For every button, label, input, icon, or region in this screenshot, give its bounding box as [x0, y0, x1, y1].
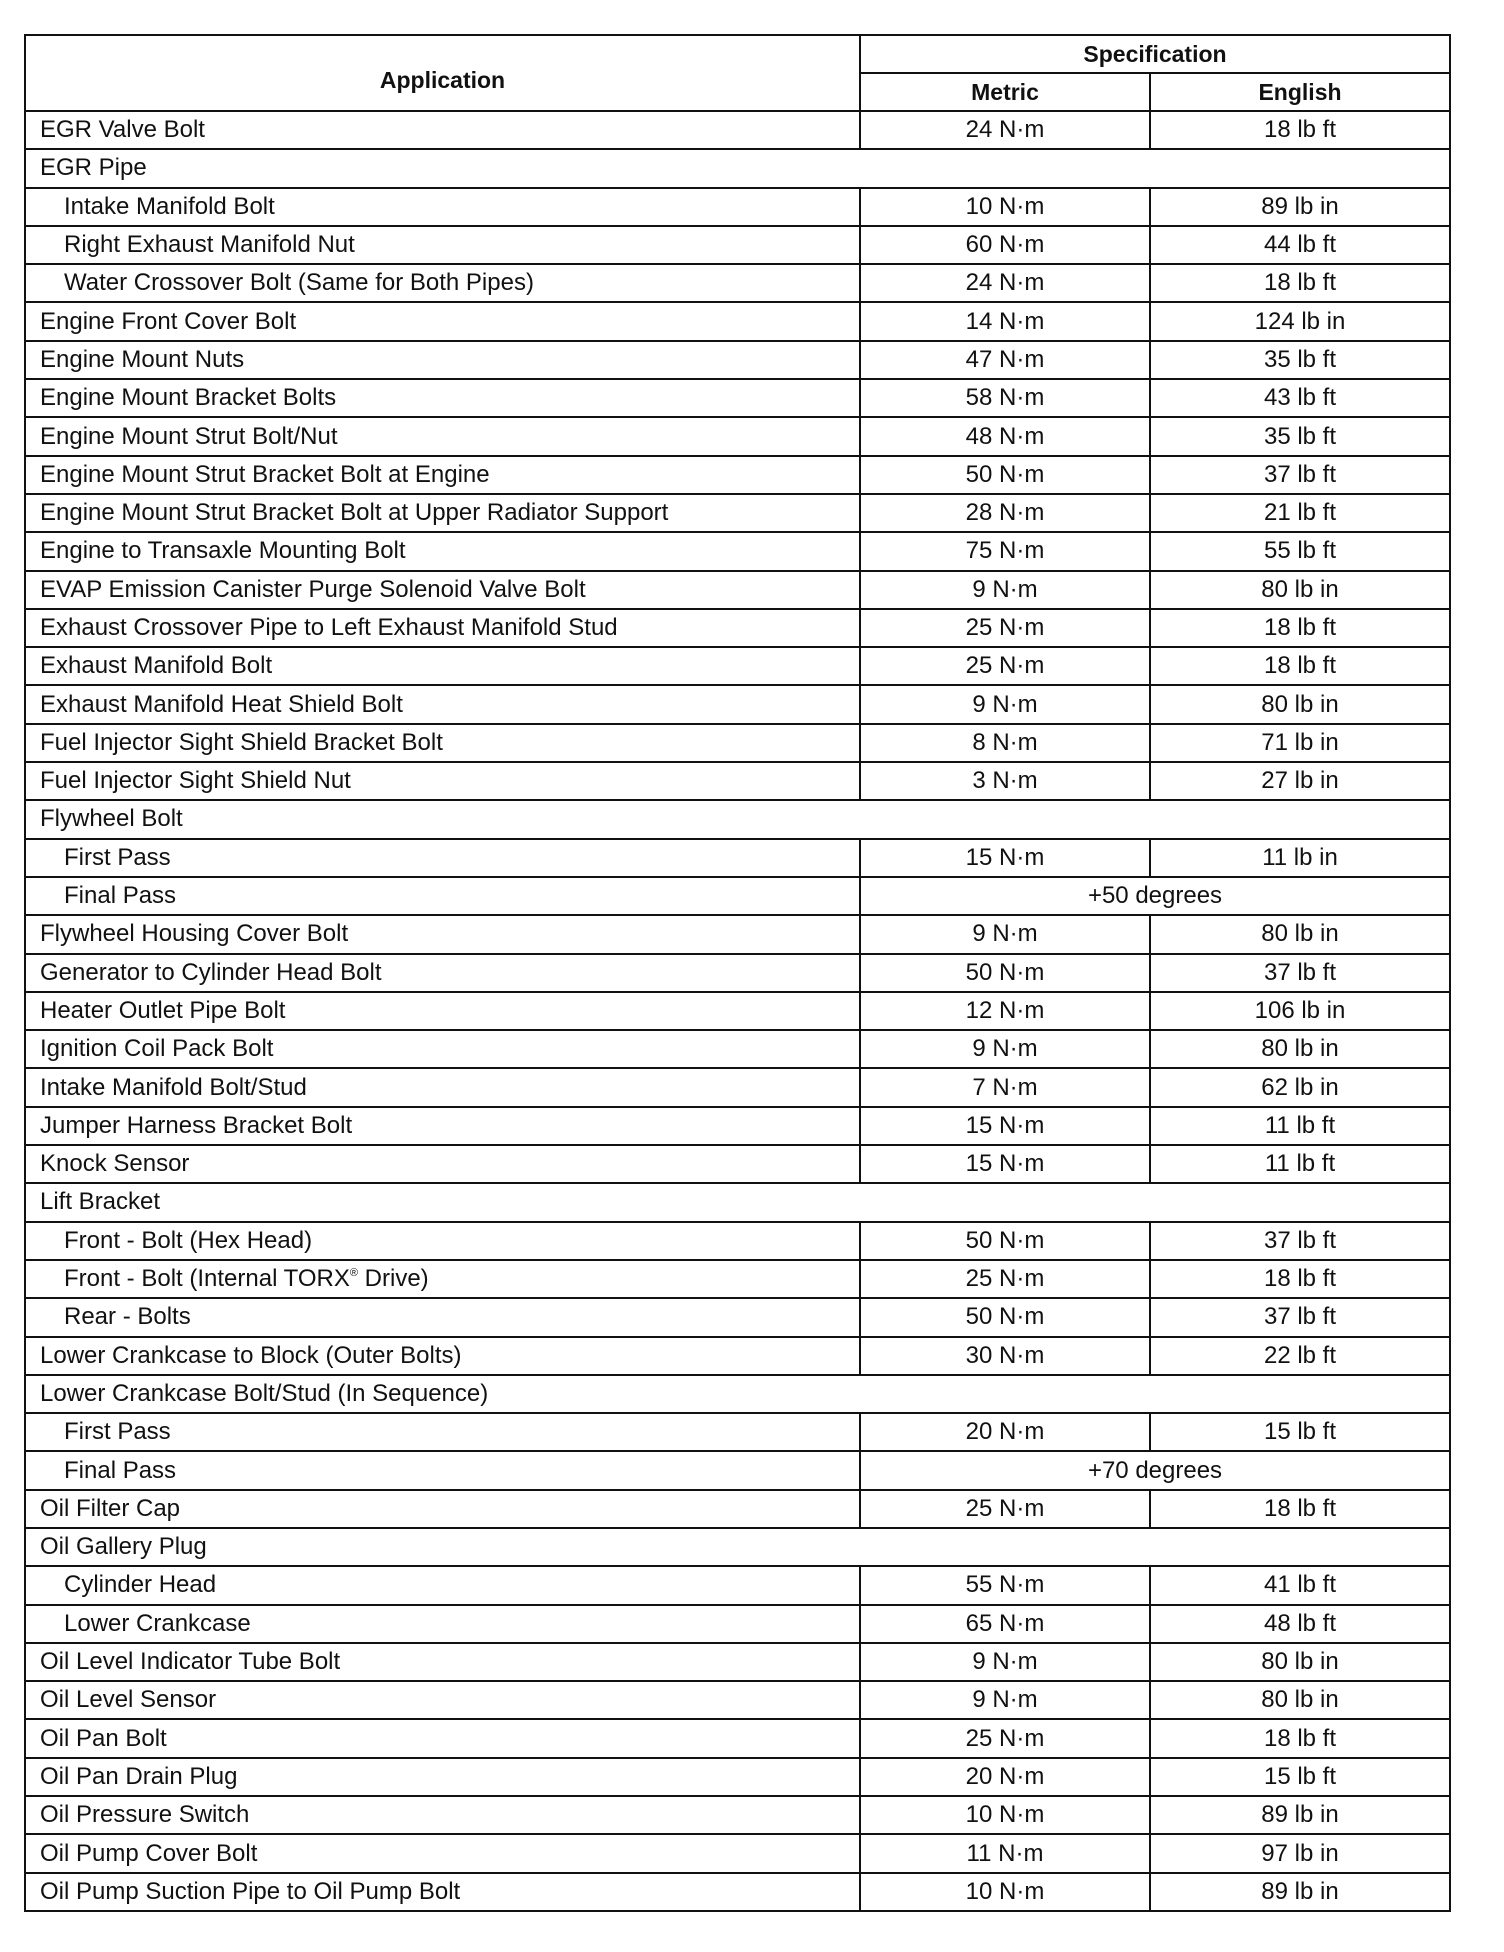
table-row: [25, 992, 1450, 1030]
application-text: Lift Bracket: [40, 1188, 161, 1216]
english-cell: 124 lb in: [1150, 302, 1450, 340]
application-text: Final Pass: [64, 1456, 177, 1484]
table-row: [25, 532, 1450, 570]
application-text: Exhaust Manifold Heat Shield Bolt: [40, 690, 403, 718]
application-cell: [25, 762, 860, 800]
registered-mark: ®: [349, 1267, 358, 1280]
metric-cell: 9 N·m: [860, 1030, 1150, 1068]
metric-cell: 30 N·m: [860, 1337, 1150, 1375]
metric-cell: 55 N·m: [860, 1566, 1150, 1604]
application-cell: [25, 1873, 860, 1911]
application-cell: [25, 1451, 860, 1489]
application-cell: [25, 839, 860, 877]
application-text: Oil Pan Drain Plug: [40, 1762, 238, 1790]
metric-cell: 11 N·m: [860, 1834, 1150, 1872]
english-cell: 89 lb in: [1150, 1873, 1450, 1911]
application-text: Ignition Coil Pack Bolt: [40, 1035, 274, 1063]
metric-cell: 9 N·m: [860, 1643, 1150, 1681]
application-cell: [25, 915, 860, 953]
application-cell: [25, 111, 860, 149]
application-text: Final Pass: [64, 882, 177, 910]
application-cell: [25, 1643, 860, 1681]
english-cell: 37 lb ft: [1150, 1222, 1450, 1260]
application-text: Generator to Cylinder Head Bolt: [40, 958, 382, 986]
application-cell: [25, 1337, 860, 1375]
application-cell: [25, 379, 860, 417]
application-text: Engine Mount Strut Bracket Bolt at Upper Radiator Support: [40, 499, 669, 527]
angle-spec-cell: +50 degrees: [860, 877, 1450, 915]
application-cell: [25, 1068, 860, 1106]
metric-cell: 10 N·m: [860, 188, 1150, 226]
application-cell: [25, 954, 860, 992]
table-row: [25, 341, 1450, 379]
english-cell: 80 lb in: [1150, 571, 1450, 609]
metric-cell: 9 N·m: [860, 571, 1150, 609]
application-text: Right Exhaust Manifold Nut: [64, 231, 355, 259]
application-text: EVAP Emission Canister Purge Solenoid Valve Bolt: [40, 575, 586, 603]
application-cell: [25, 226, 860, 264]
table-row: [25, 456, 1450, 494]
application-text: Oil Pump Cover Bolt: [40, 1839, 258, 1867]
english-cell: 37 lb ft: [1150, 954, 1450, 992]
application-text: Lower Crankcase Bolt/Stud (In Sequence): [40, 1379, 489, 1407]
angle-spec-cell: +70 degrees: [860, 1451, 1450, 1489]
english-cell: 27 lb in: [1150, 762, 1450, 800]
application-text: Flywheel Housing Cover Bolt: [40, 920, 349, 948]
metric-cell: 7 N·m: [860, 1068, 1150, 1106]
english-cell: 18 lb ft: [1150, 1260, 1450, 1298]
english-header: English: [1150, 73, 1450, 111]
metric-cell: 20 N·m: [860, 1413, 1150, 1451]
application-cell: [25, 1375, 1450, 1413]
english-cell: 80 lb in: [1150, 1643, 1450, 1681]
english-cell: 18 lb ft: [1150, 647, 1450, 685]
table-row: [25, 1796, 1450, 1834]
application-cell: [25, 800, 1450, 838]
application-cell: [25, 685, 860, 723]
application-text: Fuel Injector Sight Shield Nut: [40, 767, 351, 795]
table-row: [25, 494, 1450, 532]
metric-cell: 47 N·m: [860, 341, 1150, 379]
metric-header: Metric: [860, 73, 1150, 111]
application-text: First Pass: [64, 1418, 171, 1446]
metric-cell: 10 N·m: [860, 1873, 1150, 1911]
table-row: [25, 1490, 1450, 1528]
english-cell: 106 lb in: [1150, 992, 1450, 1030]
metric-cell: 24 N·m: [860, 111, 1150, 149]
english-cell: 55 lb ft: [1150, 532, 1450, 570]
metric-cell: 25 N·m: [860, 1719, 1150, 1757]
metric-cell: 25 N·m: [860, 647, 1150, 685]
application-text: Engine Front Cover Bolt: [40, 307, 297, 335]
english-cell: 62 lb in: [1150, 1068, 1450, 1106]
application-text: Front - Bolt (Internal TORX: [64, 1265, 350, 1293]
metric-cell: 50 N·m: [860, 954, 1150, 992]
application-cell: [25, 992, 860, 1030]
application-cell: [25, 1298, 860, 1336]
application-cell: [25, 149, 1450, 187]
table-row: [25, 1873, 1450, 1911]
metric-cell: 25 N·m: [860, 609, 1150, 647]
table-row: [25, 111, 1450, 149]
metric-cell: 24 N·m: [860, 264, 1150, 302]
application-text: First Pass: [64, 843, 171, 871]
metric-cell: 14 N·m: [860, 302, 1150, 340]
metric-cell: 20 N·m: [860, 1758, 1150, 1796]
table-row: [25, 1681, 1450, 1719]
english-cell: 18 lb ft: [1150, 1490, 1450, 1528]
table-row: [25, 839, 1450, 877]
english-cell: 97 lb in: [1150, 1834, 1450, 1872]
application-cell: [25, 456, 860, 494]
metric-cell: 75 N·m: [860, 532, 1150, 570]
english-cell: 11 lb ft: [1150, 1145, 1450, 1183]
english-cell: 18 lb ft: [1150, 609, 1450, 647]
application-text: Oil Pressure Switch: [40, 1801, 250, 1829]
application-cell: [25, 647, 860, 685]
application-cell: [25, 1030, 860, 1068]
application-text: Fuel Injector Sight Shield Bracket Bolt: [40, 728, 443, 756]
english-cell: 35 lb ft: [1150, 417, 1450, 455]
table-body: [25, 111, 1450, 1911]
table-row: [25, 1451, 1450, 1489]
table-row: [25, 1413, 1450, 1451]
table-row: [25, 915, 1450, 953]
english-cell: 11 lb in: [1150, 839, 1450, 877]
application-text: Exhaust Crossover Pipe to Left Exhaust Manifold Stud: [40, 614, 618, 641]
metric-cell: 48 N·m: [860, 417, 1150, 455]
application-text: Front - Bolt (Hex Head): [64, 1226, 313, 1254]
torque-specification-table: [24, 34, 1451, 1912]
application-cell: [25, 1719, 860, 1757]
english-cell: 89 lb in: [1150, 1796, 1450, 1834]
english-cell: 15 lb ft: [1150, 1413, 1450, 1451]
application-cell: [25, 1145, 860, 1183]
application-text: Engine Mount Nuts: [40, 345, 245, 373]
table-row: [25, 1528, 1450, 1566]
application-cell: [25, 1107, 860, 1145]
table-row: [25, 1758, 1450, 1796]
metric-cell: 15 N·m: [860, 1145, 1150, 1183]
metric-cell: 28 N·m: [860, 494, 1150, 532]
table-row: [25, 1145, 1450, 1183]
application-cell: [25, 1413, 860, 1451]
application-text: Oil Filter Cap: [40, 1494, 181, 1522]
application-text: Engine Mount Strut Bracket Bolt at Engine: [40, 460, 490, 488]
application-text: Oil Pan Bolt: [40, 1724, 167, 1752]
table-row: [25, 1834, 1450, 1872]
application-text: Cylinder Head: [64, 1571, 217, 1599]
table-row: [25, 877, 1450, 915]
application-cell: [25, 877, 860, 915]
application-text: Water Crossover Bolt (Same for Both Pipes): [64, 269, 534, 297]
english-cell: 35 lb ft: [1150, 341, 1450, 379]
application-text: Lower Crankcase to Block (Outer Bolts): [40, 1341, 462, 1369]
application-text: Lower Crankcase: [64, 1609, 251, 1637]
application-text: Engine Mount Strut Bolt/Nut: [40, 422, 338, 450]
english-cell: 37 lb ft: [1150, 1298, 1450, 1336]
metric-cell: 15 N·m: [860, 1107, 1150, 1145]
table-row: [25, 1068, 1450, 1106]
table-row: [25, 647, 1450, 685]
application-cell: [25, 264, 860, 302]
metric-cell: 9 N·m: [860, 1681, 1150, 1719]
english-cell: 41 lb ft: [1150, 1566, 1450, 1604]
application-text: Oil Gallery Plug: [40, 1533, 207, 1561]
table-row: [25, 1030, 1450, 1068]
table-row: [25, 1222, 1450, 1260]
table-row: [25, 1337, 1450, 1375]
english-cell: 89 lb in: [1150, 188, 1450, 226]
application-cell: [25, 188, 860, 226]
application-cell: [25, 417, 860, 455]
english-cell: 11 lb ft: [1150, 1107, 1450, 1145]
table-row: [25, 417, 1450, 455]
application-text: Oil Level Sensor: [40, 1686, 217, 1714]
application-cell: [25, 302, 860, 340]
metric-cell: 60 N·m: [860, 226, 1150, 264]
application-cell: [25, 1834, 860, 1872]
application-text: Rear - Bolts: [64, 1303, 191, 1331]
metric-cell: 58 N·m: [860, 379, 1150, 417]
application-cell: [25, 341, 860, 379]
application-cell: [25, 1605, 860, 1643]
application-cell: [25, 1183, 1450, 1221]
table-row: [25, 1605, 1450, 1643]
table-row: [25, 1375, 1450, 1413]
table-row: [25, 1643, 1450, 1681]
english-cell: 48 lb ft: [1150, 1605, 1450, 1643]
table-row: [25, 1107, 1450, 1145]
english-cell: 37 lb ft: [1150, 456, 1450, 494]
application-cell: [25, 1796, 860, 1834]
table-row: [25, 1566, 1450, 1604]
metric-cell: 50 N·m: [860, 1222, 1150, 1260]
application-cell: [25, 1490, 860, 1528]
english-cell: 15 lb ft: [1150, 1758, 1450, 1796]
application-cell: [25, 1528, 1450, 1566]
metric-cell: 9 N·m: [860, 685, 1150, 723]
english-cell: 80 lb in: [1150, 1030, 1450, 1068]
application-text: Oil Pump Suction Pipe to Oil Pump Bolt: [40, 1877, 461, 1905]
metric-cell: 10 N·m: [860, 1796, 1150, 1834]
table-row: [25, 302, 1450, 340]
application-header: Application: [25, 35, 860, 111]
table-row: [25, 1298, 1450, 1336]
application-cell: [25, 1758, 860, 1796]
table-row: [25, 264, 1450, 302]
application-text: Exhaust Manifold Bolt: [40, 652, 273, 680]
application-cell: [25, 1566, 860, 1604]
english-cell: 71 lb in: [1150, 724, 1450, 762]
metric-cell: 50 N·m: [860, 456, 1150, 494]
table-row: [25, 1183, 1450, 1221]
metric-cell: 15 N·m: [860, 839, 1150, 877]
metric-cell: 50 N·m: [860, 1298, 1150, 1336]
application-text: EGR Pipe: [40, 154, 147, 182]
application-cell: [25, 532, 860, 570]
table-row: [25, 188, 1450, 226]
application-cell: [25, 724, 860, 762]
application-text: Oil Level Indicator Tube Bolt: [40, 1648, 341, 1676]
table-header: [25, 35, 1450, 111]
application-cell: [25, 494, 860, 532]
application-text: Heater Outlet Pipe Bolt: [40, 996, 286, 1024]
metric-cell: 65 N·m: [860, 1605, 1150, 1643]
table-row: [25, 226, 1450, 264]
application-text: Engine Mount Bracket Bolts: [40, 384, 337, 412]
application-cell: [25, 1260, 860, 1298]
metric-cell: 25 N·m: [860, 1490, 1150, 1528]
table-row: [25, 800, 1450, 838]
metric-cell: 3 N·m: [860, 762, 1150, 800]
table-row: [25, 1719, 1450, 1757]
metric-cell: 25 N·m: [860, 1260, 1150, 1298]
table-row: [25, 762, 1450, 800]
application-text: Intake Manifold Bolt/Stud: [40, 1073, 307, 1101]
application-cell: [25, 1222, 860, 1260]
table-row: [25, 954, 1450, 992]
application-text: Intake Manifold Bolt: [64, 192, 275, 220]
table-row: [25, 685, 1450, 723]
table-row: [25, 149, 1450, 187]
application-cell: [25, 571, 860, 609]
application-text: Knock Sensor: [40, 1150, 190, 1178]
english-cell: 18 lb ft: [1150, 264, 1450, 302]
table-row: [25, 571, 1450, 609]
table-row: [25, 609, 1450, 647]
english-cell: 21 lb ft: [1150, 494, 1450, 532]
english-cell: 22 lb ft: [1150, 1337, 1450, 1375]
table-row: [25, 379, 1450, 417]
english-cell: 80 lb in: [1150, 685, 1450, 723]
table-row: [25, 724, 1450, 762]
application-text: Engine to Transaxle Mounting Bolt: [40, 537, 406, 565]
english-cell: 18 lb ft: [1150, 1719, 1450, 1757]
english-cell: 43 lb ft: [1150, 379, 1450, 417]
application-text: Flywheel Bolt: [40, 805, 183, 833]
application-text: Jumper Harness Bracket Bolt: [40, 1111, 353, 1139]
english-cell: 80 lb in: [1150, 1681, 1450, 1719]
application-text: EGR Valve Bolt: [40, 116, 205, 144]
table-row: [25, 1260, 1450, 1298]
metric-cell: 8 N·m: [860, 724, 1150, 762]
specification-header: Specification: [860, 35, 1450, 73]
english-cell: 18 lb ft: [1150, 111, 1450, 149]
english-cell: 44 lb ft: [1150, 226, 1450, 264]
english-cell: 80 lb in: [1150, 915, 1450, 953]
metric-cell: 9 N·m: [860, 915, 1150, 953]
application-cell: [25, 609, 860, 647]
application-cell: [25, 1681, 860, 1719]
metric-cell: 12 N·m: [860, 992, 1150, 1030]
application-text-suffix: Drive): [358, 1265, 429, 1293]
